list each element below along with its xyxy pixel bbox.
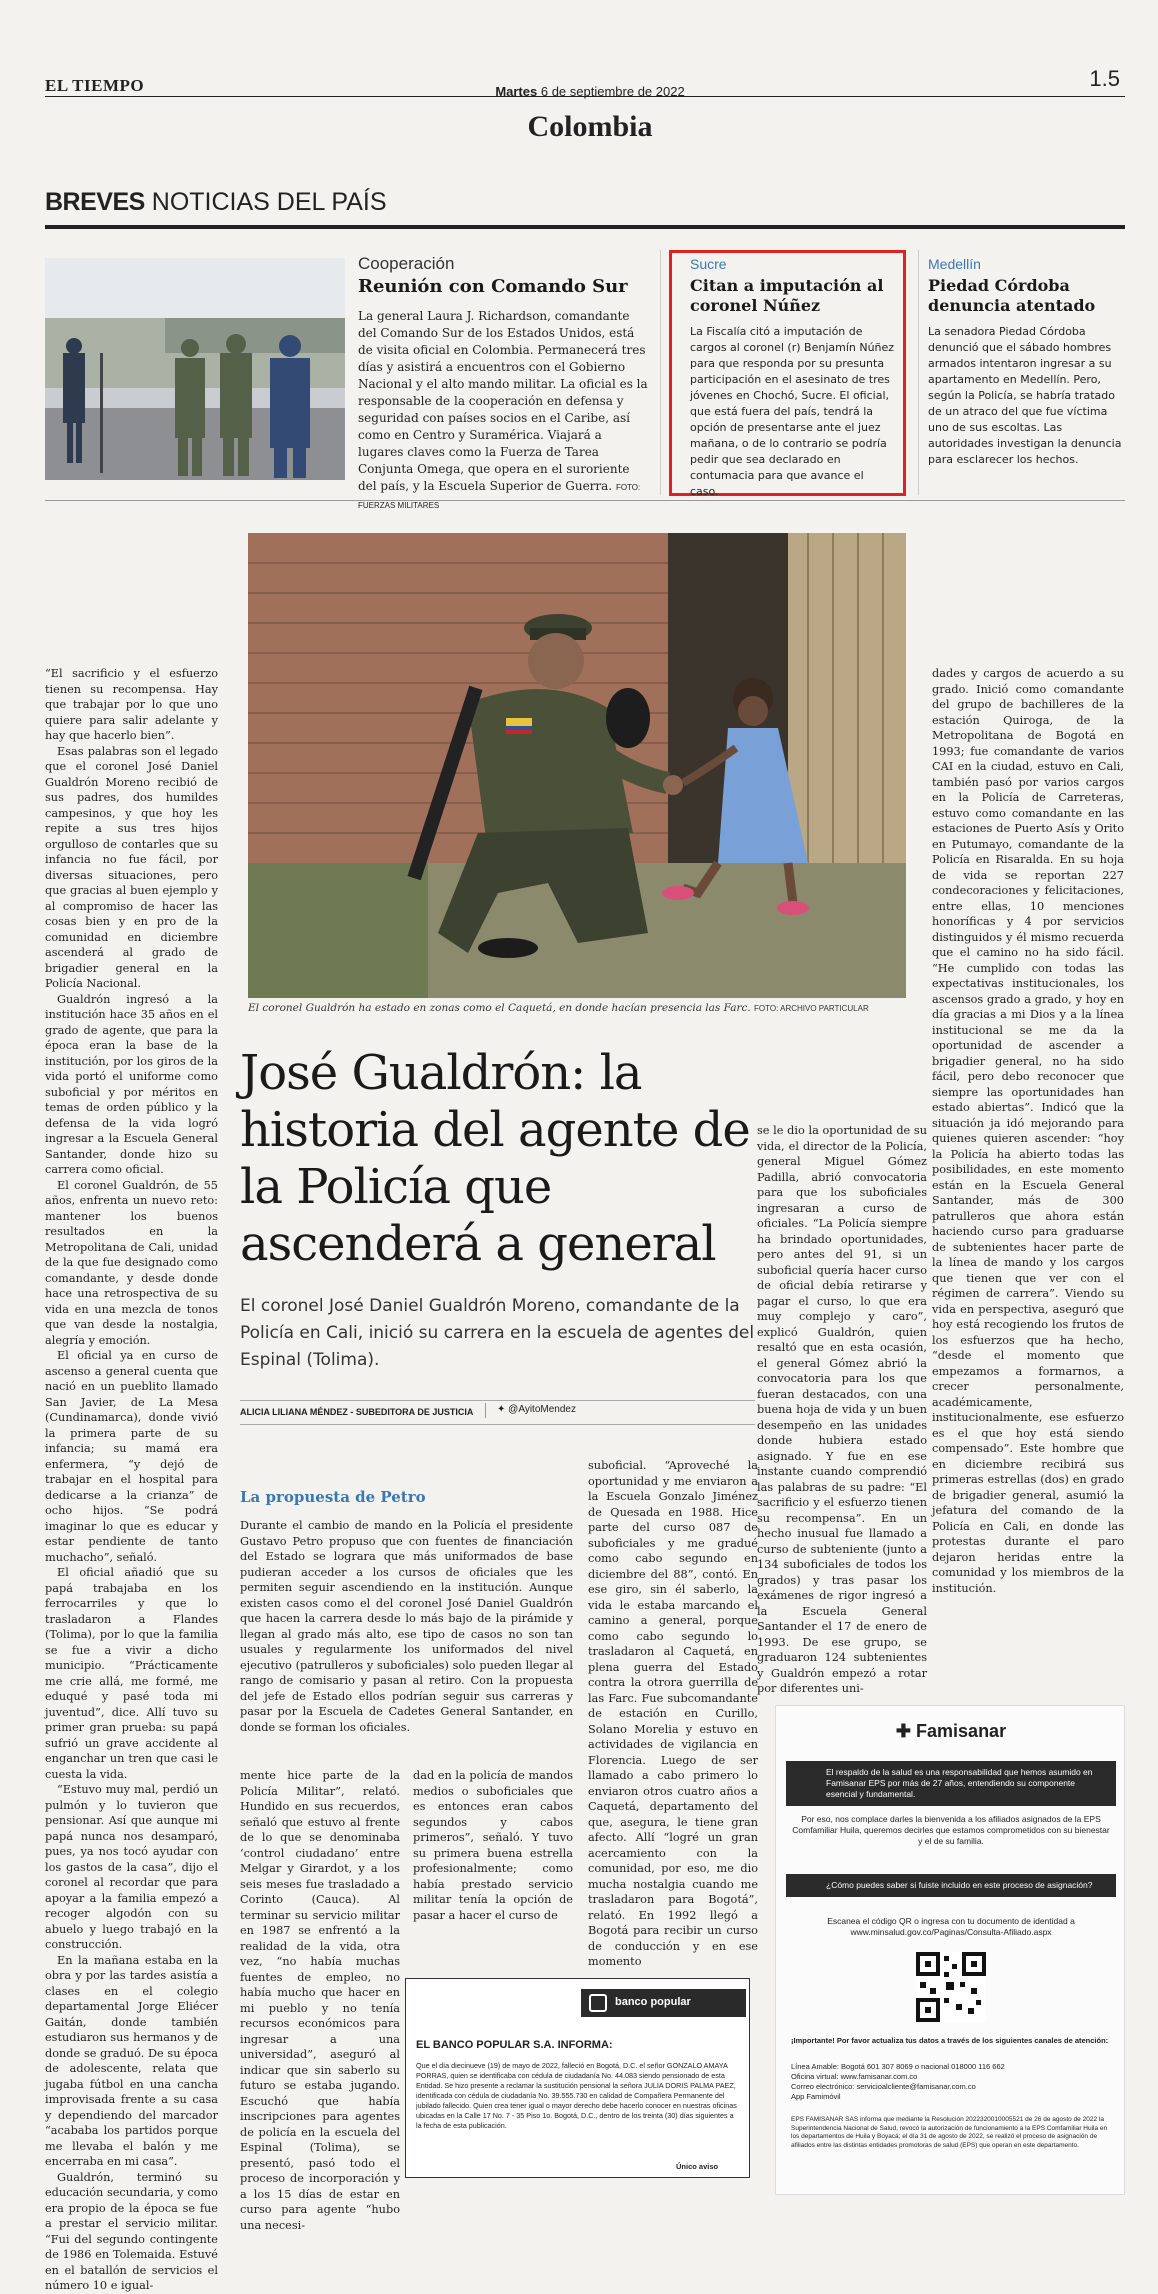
main-photo-officer-and-girl xyxy=(248,533,906,998)
brief-photo-military xyxy=(45,258,345,480)
famisanar-text-2: Escanea el código QR o ingresa con tu documento de identidad a www.minsalud.gov.co/Paginas/Consulta-Afiliado.aspx xyxy=(827,1916,1075,1937)
col1-para: “Estuvo muy mal, perdió un pulmón y lo tuvieron que pensionar. Así que aunque mi papá nunca nos desamparó, pues, ya nos tocó ayudar con los gastos de la casa”, dijo el coronel al recordar que para apoyar a la familia empezó a recoger algodón con su abuelo y luego trabajó en la construcción. xyxy=(45,1783,218,1951)
bank-brand: banco popular xyxy=(615,1996,691,2008)
bank-note: Único aviso xyxy=(676,2162,719,2171)
col1-para: Gualdrón ingresó a la institución hace 35 años en el grado de agente, que para la época eran la base de la institución, por los giros de la vida portó el uniforme como suboficial y por méritos en temas de orden público y la defensa de la vida logró ingresar a la Escuela General Santander, donde hizo su carrera como oficial. xyxy=(45,992,218,1176)
article-deck: El coronel José Daniel Gualdrón Moreno, comandante de la Policía en Cali, inició su carrera en la escuela de agentes del Espinal (Tolima). xyxy=(240,1296,755,1370)
famisanar-banner-2: ¿Cómo puedes saber si fuiste incluido en este proceso de asignación? xyxy=(786,1874,1116,1897)
brief-1-kicker: Cooperación xyxy=(358,254,455,273)
famisanar-ad xyxy=(775,1705,1125,2195)
col2-para: mente hice parte de la Policía Militar”, relató. Hundido en sus recuerdos, señaló que estuvo al frente de lo que se denominaba ‘control ciudadano’ entre Melgar y Girardot, y a los seis meses fue trasladado a Corinto (Cauca). Al terminar su servicio militar en 1987 se enfrentó a la realidad de la vida, otra vez, “no había muchas fuentes de empleo, no había mucho que hacer en mi pueblo y no tenía recursos económicos para ingresar a una universidad”, aseguró al indicar que sin saberlo su futuro se estaba jugando. Escuchó que había inscripciones para agentes de policía en la escuela del Espinal (Tolima), se presentó, pasó todo el proceso de incorporación y a los 15 días de estar en curso para agente “hubo una necesi- xyxy=(240,1769,400,2232)
twitter-handle[interactable] xyxy=(497,1404,576,1415)
famisanar-channels xyxy=(791,2062,1111,2102)
breves-heading xyxy=(45,188,387,217)
breves-light: NOTICIAS DEL PAÍS xyxy=(151,188,387,216)
col1-para: El coronel Gualdrón, de 55 años, enfrenta un nuevo reto: mantener los buenos resultados en la Metropolitana de Cali, unidad de la que fue designado como comandante, y desde donde hace una retrospectiva de su vida en una mezcla de tonos que van desde la nostalgia, alegría y emoción. xyxy=(45,1178,218,1347)
breves-divider xyxy=(918,250,919,495)
article-column-1 xyxy=(45,666,218,2294)
brief-2-kicker: Sucre xyxy=(690,256,727,272)
byline-top-rule xyxy=(240,1400,755,1401)
brief-3-kicker: Medellín xyxy=(928,256,981,272)
bank-logo-icon xyxy=(589,1994,607,2012)
banco-popular-ad xyxy=(405,1978,750,2178)
breves-divider xyxy=(660,250,661,495)
col1-para: El oficial añadió que su papá trabajaba en los ferrocarriles y que lo trasladaron a Flandes (Tolima), por lo que la familia se fue a vivir a dicho municipio. “Prácticamente me crie allá, me formé, me eduqué y pasé toda mi juventud”, dice. Allí tuvo su primer gran prueba: su papá sufrió un grave accidente al enganchar un tren que casi le cuesta la vida. xyxy=(45,1566,218,1781)
byline-bottom-rule xyxy=(240,1424,755,1425)
col4-para: suboficial. “Aproveché la oportunidad y me enviaron a la Escuela Gonzalo Jiménez de Quesada en 1988. Hice parte del curso 087 de suboficiales y me gradué como cabo segundo en diciembre del 88”, contó. En ese giro, sin él saberlo, la vida le estaba marcando el camino a general, porque como cabo segundo lo trasladaron al Caquetá, en plena guerra del Estado contra la otrora guerrilla de las Farc. Fue subcomandante de estación en Curillo, Solano Morelia y estuvo en actividades de vigilancia en Florencia. Luego de ser llamado a cabo primero lo enviaron otros cuatro años a Caquetá, departamento del que, asegura, le tiene gran afecto. Allí “logré un gran acercamiento con la comunidad, por eso, me dio mucha nostalgia cuando me trasladaron para Bogotá”, relató. En 1992 llegó a Bogotá para recibir un curso de conducción y en ese momento xyxy=(588,1459,758,1968)
famisanar-important: ¡Importante! Por favor actualiza tus datos a través de los siguientes canales de atención: xyxy=(791,2036,1109,2045)
sidebar-para: Durante el cambio de mando en la Policía el presidente Gustavo Petro propuso que con fuentes de financiación del Estado se lograra que más uniformados de base pudieran acceder a los cursos de oficiales que les permiten seguir ascendiendo en la institución. Aunque existen casos como el del coronel José Daniel Gualdrón que hacen la carrera desde lo más bajo de la pirámide y llegan al grado más alto, ese tipo de casos no son tan usuales y regularmente los uniformados del nivel ejecutivo (patrulleros y suboficiales) solo pueden llegar al rango de comisario y pasan al retiro. Con la propuesta del jefe de Estado ellos podrían seguir sus carreras y pasar por la Escuela de Cadetes General Santander, en donde se forman los oficiales. xyxy=(240,1519,573,1734)
brief-2-body: La Fiscalía citó a imputación de cargos al coronel (r) Benjamín Núñez para que responda por su presunta participación en el asesinato de tres jóvenes en Chochó, Sucre. El oficial, que está fuera del país, tendrá la opción de presentarse ante el juez mañana, o de lo contrario se podría pedir que sea declarado en contumacia para que avance el caso. xyxy=(690,325,895,498)
byline: ALICIA LILIANA MÉNDEZ - SUBEDITORA DE JUSTICIA xyxy=(240,1407,474,1417)
breves-bold: BREVES xyxy=(45,188,145,216)
col3-para: dad en la policía de mandos medios o suboficiales que es entonces eran cabos segundos y cabos primeros”, señaló. Y tuvo su primera buena estrella profesionalmente; como había prestado servicio militar tenía la opción de pasar a hacer el curso de xyxy=(413,1769,573,1922)
article-headline: José Gualdrón: la historia del agente de la Policía que ascenderá a general xyxy=(240,1045,750,1272)
brief-2-title: Citan a imputación al coronel Núñez xyxy=(690,276,884,315)
famisanar-logo xyxy=(776,1721,1126,1742)
col1-para: En la mañana estaba en la obra y por las tardes asistía a clases en el colegio departamental Jorge Eliécer Gaitán, donde también estudiaron sus hermanos y de donde se graduó. De su época de adolescente, relata que jugaba fútbol en una cancha improvisada frente a su casa y dependiendo del marcador “acababa los partidos porque me llevaba el balón y me encerraba en mi casa”. xyxy=(45,1953,218,2168)
channel-item[interactable]: App Famimóvil xyxy=(791,2092,841,2101)
caption-text: El coronel Gualdrón ha estado en zonas como el Caquetá, en donde hacían presencia las Farc. xyxy=(248,1002,751,1014)
col1-para: Gualdrón, terminó su educación secundaria, y como era propio de la época se fue a prestar el servicio militar. “Fui del segundo contingente de 1986 en Tolemaida. Estuvé en el batallón de servicios el número 10 e igual- xyxy=(45,2170,218,2292)
brief-3-body: La senadora Piedad Córdoba denunció que el sábado hombres armados intentaron ingresar a su apartamento en Medellín. Pero, según la Policía, se habría tratado de un atraco del que fue víctima uno de sus escoltas. Las autoridades investigan la denuncia para esclarecer los hechos. xyxy=(928,325,1122,466)
qr-code-icon[interactable] xyxy=(916,1952,986,2022)
article-column-3 xyxy=(413,1768,573,1923)
article-column-2 xyxy=(240,1768,400,2233)
famisanar-logo-icon: ✚ xyxy=(895,1721,912,1741)
channel-item[interactable]: Correo electrónico: servicioalcliente@famisanar.com.co xyxy=(791,2082,976,2091)
channel-item[interactable]: Línea Amable: Bogotá 601 307 8069 o nacional 018000 116 662 xyxy=(791,2062,1005,2071)
famisanar-legal: EPS FAMISANAR SAS informa que mediante la Resolución 2022320010005521 de 26 de agosto de 2022 la Superintendencia Nacional de Salud, revocó la autorización de funcionamiento a la EPS Comfamiliar Huila en los departamentos de Huila y Boyacá; el día 31 de agosto de 2022, se realizó el proceso de asignación de afiliados entre las distintas entidades promotoras de salud (EPS) que operan en este departamento. xyxy=(791,2116,1108,2149)
page-number: 1.5 xyxy=(1089,66,1120,91)
section-title: Colombia xyxy=(527,110,653,143)
sidebar-text xyxy=(240,1518,573,1735)
brief-1-credit: FOTO: FUERZAS MILITARES xyxy=(358,483,641,510)
famisanar-text-1: Por eso, nos complace darles la bienvenida a los afiliados asignados de la EPS Comfamiliar Huila, queremos decirles que estamos comprometidos con su bienestar y el de su familia. xyxy=(792,1814,1110,1846)
article-column-4 xyxy=(588,1458,758,1970)
twitter-text: @AyitoMendez xyxy=(508,1404,576,1415)
article-column-5 xyxy=(757,1123,927,1697)
sidebar-subhead: La propuesta de Petro xyxy=(240,1488,426,1506)
twitter-icon: ✦ xyxy=(497,1404,506,1415)
col1-para: “El sacrificio y el esfuerzo tienen su recompensa. Hay que trabajar por lo que uno quiere para salir adelante y hay que hacerlo bien”. xyxy=(45,667,218,742)
brief-3-title: Piedad Córdoba denuncia atentado xyxy=(928,276,1096,315)
famisanar-banner-1: El respaldo de la salud es una responsabilidad que hemos asumido en Famisanar EPS por más de 27 años, entendiendo su componente esencial y fundamental. xyxy=(786,1761,1116,1806)
col1-para: El oficial ya en curso de ascenso a general cuenta que nació en un pueblito llamado San Javier, de La Mesa (Cundinamarca), donde vivió la primera parte de su infancia; su mamá era enfermera, “y dejó de trabajar en el hospital para dedicarse a la crianza” de ocho hijos. “Se podrá imaginar lo que es educar y estar pendiente de tanto muchacho”, señaló. xyxy=(45,1349,218,1564)
col5-para: se le dio la oportunidad de su vida, el director de la Policía, general Miguel Gómez Padilla, abrió convocatoria para que los suboficiales ingresaran a curso de oficiales. “La Policía siempre ha brindado oportunidades, pero antes del 91, si un suboficial quería hacer curso de oficial debía retirarse y pagar el curso, lo que era muy complejo y caro”, explicó Gualdrón, quien resaltó que en esta ocasión, el general Gómez abrió la convocatoria para los que fueran destacados, con una buena hoja de vida y un buen desempeño en las unidades donde hubiera estado asignado. Y fue en ese instante cuando comprendió las palabras de su padre: “El sacrificio y el esfuerzo tienen su recompensa”. En un hecho inusual fue llamado a curso de subteniente (junto a 134 suboficiales de todos los grados) y tras pasar los exámenes de rigor ingresó a la Escuela General Santander el 17 de enero de 1993. De ese grupo, se graduaron 124 subtenientes y Gualdrón empezó a rotar por diferentes uni- xyxy=(757,1124,927,1695)
brief-1-body xyxy=(358,308,648,514)
col6-para: dades y cargos de acuerdo a su grado. Inició como comandante del grupo de bachilleres de la estación Quiroga, de la Metropolitana de Bogotá en 1993; fue comandante de varios CAI en la ciudad, estuvo en Cali, también pasó por varios cargos en la Policía de Carreteras, estuvo como comandante en las estaciones de Puerto Asís y Orito en Putumayo, comandante de la Policía en Risaralda. En su hoja de vida se reportan 227 condecoraciones y felicitaciones, entre ellas, 10 menciones honoríficas y 4 por servicios distinguidos y él mismo recuerda que el camino no ha sido fácil. “He cumplido con todas las expectativas institucionales, los ascensos grado a grado, y hoy en día gracias a mi Dios y a la línea institucional se me da la oportunidad de ascender a brigadier general, no ha sido fácil, pero debo reconocer que siempre las oportunidades han estado abiertas”. Indicó que la situación ja idó mejorando para quienes quieren ascender: “hoy la Policía ha abierto todas las posibilidades, en este momento están en la Escuela General Santander, más de 300 patrulleros que ahora están haciendo curso para graduarse de subtenientes hacer parte de la línea de mando y los cargos que tienen que ver con el régimen de carrera”. Viendo su vida en perspectiva, aseguró que hoy está recogiendo los frutos de los esfuerzos que ha hecho, “desde el momento que empezamos a formarnos, a crecer personalmente, académicamente, institucionalmente, ese esfuerzo es el que hoy está siendo compensado”. Este hombre que en diciembre recibirá sus primeras estrellas (dos) en grado de brigadier general, asumió la jefatura del comando de la Policía en Cali, en donde las protestas durante el paro dejaron heridas entre la comunidad y los miembros de la institución. xyxy=(932,667,1124,1595)
header-rule xyxy=(45,96,1125,97)
breves-rule xyxy=(45,225,1125,229)
byline-separator xyxy=(485,1403,486,1418)
caption-credit: FOTO: ARCHIVO PARTICULAR xyxy=(754,1004,869,1013)
date-day: Martes xyxy=(495,84,538,99)
photo-caption xyxy=(248,1002,906,1014)
bank-title: EL BANCO POPULAR S.A. INFORMA: xyxy=(416,2039,613,2051)
brief-1-text: La general Laura J. Richardson, comandante del Comando Sur de los Estados Unidos, está de visita oficial en Colombia. Permanecerá tres días y asistirá a encuentros con el Gobierno Nacional y el alto mando militar. La oficial es la responsable de la cooperación en defensa y seguridad con países socios en el Caribe, así como en Centro y Suramérica. Viajará a lugares claves como la Fuerza de Tarea Conjunta Omega, que opera en el suroriente del país, y la Escuela Superior de Guerra. xyxy=(358,309,648,493)
breves-bottom-rule xyxy=(45,500,1125,501)
article-column-6 xyxy=(932,666,1124,1596)
col1-para: Esas palabras son el legado que el coronel José Daniel Gualdrón Moreno recibió de sus padres, dos humildes campesinos, y que hoy les repite a sus tres hijos orgulloso de contarles que su infancia no fue fácil, por diversas situaciones, pero que gracias al buen ejemplo y al compromiso de hacer las cosas bien y en pro de la comunidad en diciembre ascenderá al grado de brigadier general en la Policía Nacional. xyxy=(45,744,218,990)
date-rest: 6 de septiembre de 2022 xyxy=(540,84,685,99)
bank-body: Que el día diecinueve (19) de mayo de 2022, falleció en Bogotá, D.C. el señor GONZALO AMAYA PORRAS, quien se identificaba con cédula de ciudadanía No. 44.083 siendo pensionado de esta Entidad. Se hizo presente a reclamar la sustitución pensional la señora JULIA DORIS PALMA PAEZ, identificada con cédula de ciudadanía No. 39.555.730 en calidad de Compañera Permanente del jubilado fallecido. Quien crea tener igual o mayor derecho debe hacerlo conocer en nuestras oficinas ubicadas en la Calle 17 No. 7 - 35 Piso 1o. Bogotá, D.C., dentro de los treinta (30) días siguientes a la fecha de esta publicación. xyxy=(416,2061,737,2130)
channel-item[interactable]: Oficina virtual: www.famisanar.com.co xyxy=(791,2072,918,2081)
bank-brand-banner xyxy=(581,1989,746,2017)
newspaper-logo: EL TIEMPO xyxy=(45,76,145,95)
brief-1-title: Reunión con Comando Sur xyxy=(358,276,628,297)
famisanar-logo-text: Famisanar xyxy=(916,1721,1007,1741)
